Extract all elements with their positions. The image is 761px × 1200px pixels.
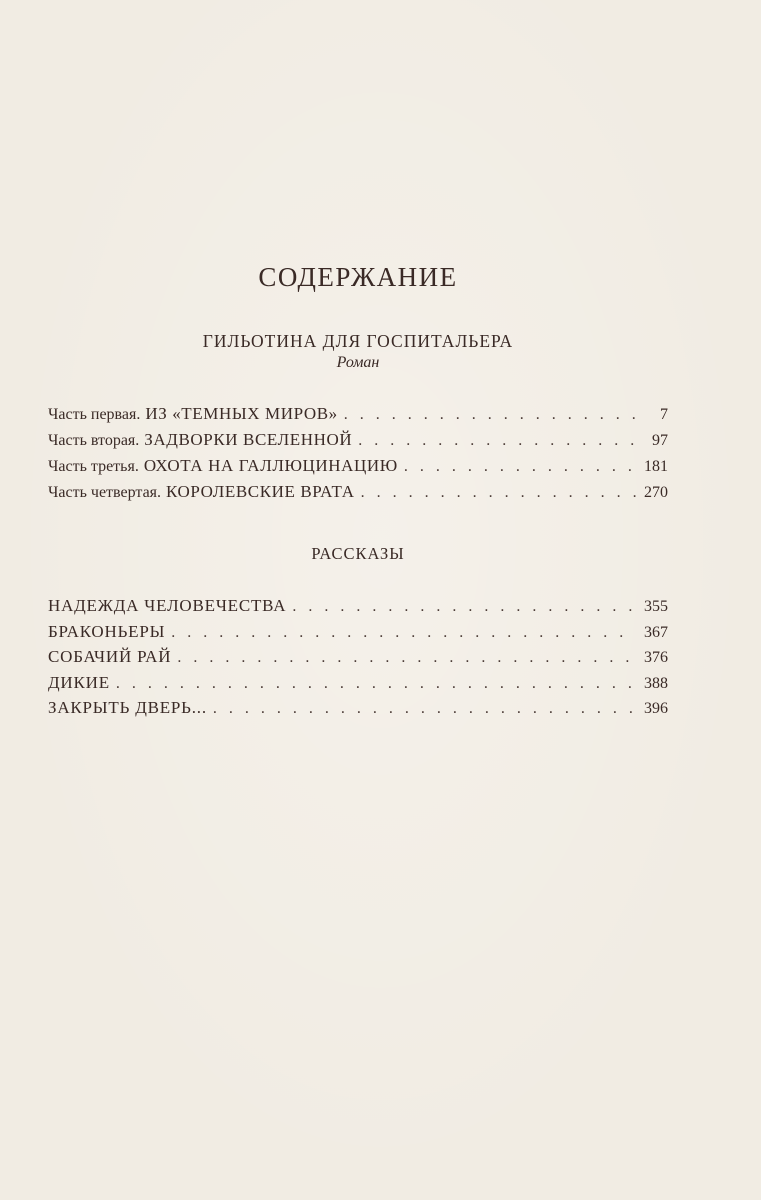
part-title: ИЗ «ТЕМНЫХ МИРОВ» (145, 404, 338, 423)
toc-entry-story-4[interactable] (48, 673, 668, 699)
novel-subtitle: Роман (336, 354, 380, 371)
toc-entry-story-5[interactable] (48, 698, 668, 724)
story-title: ЗАКРЫТЬ ДВЕРЬ... (48, 698, 207, 717)
story-title: ДИКИЕ (48, 672, 110, 692)
story-title: СОБАЧИЙ РАЙ (48, 647, 172, 666)
page-number: 388 (644, 674, 668, 692)
toc-entry-story-2[interactable] (48, 622, 668, 648)
novel-parts-list (48, 404, 668, 508)
toc-entry-story-1[interactable] (48, 596, 668, 622)
part-title: ЗАДВОРКИ ВСЕЛЕННОЙ (144, 430, 353, 449)
page-number: 396 (644, 700, 668, 717)
dot-leader (404, 458, 636, 476)
toc-entry-part-4[interactable] (48, 482, 668, 508)
novel-title: ГИЛЬОТИНА ДЛЯ ГОСПИТАЛЬЕРА (202, 331, 514, 351)
dot-leader (213, 700, 636, 718)
page-number: 270 (644, 484, 668, 501)
toc-entry-part-2[interactable] (48, 430, 668, 456)
dot-leader (171, 624, 636, 642)
dot-leader (344, 406, 636, 424)
part-label: Часть вторая. (48, 432, 140, 449)
part-label: Часть четвертая. (48, 484, 162, 501)
part-title: КОРОЛЕВСКИЕ ВРАТА (166, 482, 355, 501)
page-number: 7 (660, 406, 668, 423)
part-title: ОХОТА НА ГАЛЛЮЦИНАЦИЮ (143, 456, 398, 475)
story-title: БРАКОНЬЕРЫ (48, 621, 166, 641)
toc-entry-part-1[interactable] (48, 404, 668, 430)
story-title: НАДЕЖДА ЧЕЛОВЕЧЕСТВА (48, 596, 287, 615)
page-number: 355 (644, 598, 668, 615)
dot-leader (177, 649, 636, 667)
part-label: Часть первая. (48, 406, 141, 423)
toc-entry-story-3[interactable] (48, 647, 668, 673)
dot-leader (292, 598, 636, 616)
page-number: 376 (644, 649, 668, 666)
page-number: 181 (644, 458, 668, 475)
page-number: 367 (644, 623, 668, 641)
page-number: 97 (652, 432, 668, 449)
dot-leader (361, 484, 636, 502)
stories-section-title: РАССКАЗЫ (311, 544, 405, 563)
stories-list (48, 596, 668, 724)
page-title: СОДЕРЖАНИЕ (258, 262, 458, 292)
dot-leader (116, 675, 636, 693)
part-label: Часть третья. (48, 458, 139, 475)
toc-entry-part-3[interactable] (48, 456, 668, 482)
dot-leader (358, 432, 636, 450)
